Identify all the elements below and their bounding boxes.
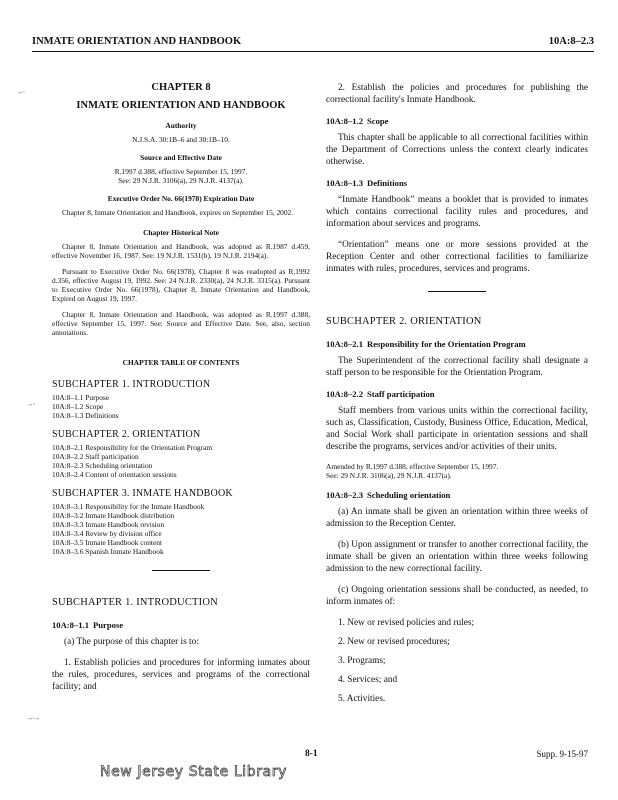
paragraph: (b) Upon assignment or transfer to another correctional facility, the inmate shall be given an orientation within three weeks following admission to the new correctional facility. [326,540,588,574]
margin-mark: –·– [28,714,40,724]
page-number: 8-1 [305,749,318,759]
toc-subchapter-title: SUBCHAPTER 2. ORIENTATION [52,429,201,440]
toc-group [52,379,310,420]
list-item: 2. New or revised procedures; [338,637,450,647]
section-heading: 10A:8–2.2 Staff participation [326,389,435,399]
toc-item: 10A:8–1.3 Definitions [52,411,119,420]
historical-note-paragraph: Pursuant to Executive Order No. 66(1978), Chapter 8 was readopted as R.1992 d.356, effective August 19, 1992. See: 24 N.J.R. 2330(a), 24 N.J.R. 3315(a). Pursuant to Executive Order No. 66(1978), Chapter 8, Inmate Orientation and Handbook, Expired on August 19, 1997. [52,267,310,303]
toc-heading: CHAPTER TABLE OF CONTENTS [122,358,240,367]
historical-note-heading: Chapter Historical Note [143,228,219,237]
library-stamp: New Jersey State Library [100,764,287,780]
toc-item: 10A:8–3.5 Inmate Handbook content [52,538,163,547]
authority-heading: Authority [165,121,197,130]
paragraph: (a) The purpose of this chapter is to: [64,637,199,647]
toc-subchapter-title: SUBCHAPTER 1. INTRODUCTION [52,379,211,390]
historical-note-paragraph: Chapter 8, Inmate Orientation and Handbook, was adopted as R.1997 d.388, effective September 15, 1997. See: Source and Effective Date. See, also, section annotations. [52,310,310,337]
executive-order-text: Chapter 8, Inmate Orientation and Handbook, expires on September 15, 2002. [62,208,294,217]
toc-item: 10A:8–2.4 Content of orientation sessions [52,470,177,479]
executive-order-heading: Executive Order No. 66(1978) Expiration Date [107,194,255,203]
toc-item: 10A:8–3.1 Responsibility for the Inmate Handbook [52,502,205,511]
section-heading: 10A:8–2.3 Scheduling orientation [326,490,451,500]
toc-item: 10A:8–3.6 Spanish Inmate Handbook [52,547,164,556]
right-column [326,82,588,712]
section-heading: 10A:8–1.1 Purpose [52,620,124,630]
source-heading: Source and Effective Date [140,153,222,162]
toc-item: 10A:8–1.1 Purpose [52,393,110,402]
list-item: 3. Programs; [338,656,386,666]
left-column [52,82,310,702]
section-divider [152,570,210,571]
amendment-note: Amended by R.1997 d.388, effective September 15, 1997. See: 29 N.J.R. 3106(a), 29 N.J.R. 4137(a). [326,462,499,480]
running-header [32,36,594,50]
authority-text: N.J.S.A. 30:1B–6 and 30:1B–10. [132,135,230,144]
definition-paragraph: “Inmate Handbook” means a booklet that is provided to inmates which contains correctional facility rules and procedures, and information about services and programs. [326,195,588,229]
paragraph: Staff members from various units within the correctional facility, such as, Classification, Custody, Business Office, Education, Medical, and Social Work shall participate in orientation sessions and shall describe the programs, services and/or activities of their units. [326,406,588,452]
toc-group [52,488,310,556]
subchapter-2-title: SUBCHAPTER 2. ORIENTATION [326,316,482,327]
section-heading: 10A:8–2.1 Responsibility for the Orientation Program [326,339,526,349]
paragraph: (a) An inmate shall be given an orientation within three weeks of admission to the Reception Center. [326,507,588,529]
header-rule [32,51,594,52]
header-title: INMATE ORIENTATION AND HANDBOOK [32,36,242,47]
historical-note-paragraph: Chapter 8, Inmate Orientation and Handbook, was adopted as R.1987 d.459, effective November 16, 1987. See: 19 N.J.R. 1531(b), 19 N.J.R. 2194(a). [52,242,310,260]
definition-paragraph: “Orientation” means one or more sessions provided at the Reception Center and other correctional facilities to familiarize inmates with rules, procedures, services and programs. [326,240,588,274]
paragraph: 2. Establish the policies and procedures for publishing the correctional facility's Inmate Handbook. [326,83,588,105]
supplement-date: Supp. 9-15-97 [536,749,588,759]
margin-mark: –· [18,88,26,98]
toc-item: 10A:8–1.2 Scope [52,402,104,411]
paragraph: (c) Ongoing orientation sessions shall be conducted, as needed, to inform inmates of: [326,585,588,607]
toc-group [52,429,310,479]
chapter-number: CHAPTER 8 [151,82,211,93]
paragraph: 1. Establish policies and procedures for informing inmates about the rules, procedures, services and programs of the correctional facility; and [52,658,310,692]
paragraph: The Superintendent of the correctional facility shall designate a staff person to be responsible for the Orientation Program. [326,356,588,378]
section-heading: 10A:8–1.3 Definitions [326,178,408,188]
chapter-title: INMATE ORIENTATION AND HANDBOOK [76,100,286,111]
list-item: 5. Activities. [338,694,386,704]
section-divider [428,291,486,292]
margin-mark: –· [28,400,36,410]
list-item: 4. Services; and [338,675,398,685]
paragraph: This chapter shall be applicable to all correctional facilities within the Department of Corrections unless the context clearly indicates otherwise. [326,133,588,167]
toc-item: 10A:8–3.3 Inmate Handbook revision [52,520,165,529]
toc-item: 10A:8–2.3 Scheduling orientation [52,461,153,470]
toc-item: 10A:8–2.2 Staff participation [52,452,139,461]
header-section-number: 10A:8–2.3 [548,36,594,47]
section-heading: 10A:8–1.2 Scope [326,116,389,126]
list-item: 1. New or revised policies and rules; [338,618,475,628]
subchapter-1-title: SUBCHAPTER 1. INTRODUCTION [52,597,218,608]
toc-item: 10A:8–2.1 Responsibility for the Orientation Program [52,443,213,452]
toc-item: 10A:8–3.4 Review by division office [52,529,162,538]
toc-item: 10A:8–3.2 Inmate Handbook distribution [52,511,175,520]
source-text: R.1997 d.388, effective September 15, 1997. See: 29 N.J.R. 3106(a), 29 N.J.R. 4137(a). [114,167,248,185]
toc-subchapter-title: SUBCHAPTER 3. INMATE HANDBOOK [52,488,233,499]
